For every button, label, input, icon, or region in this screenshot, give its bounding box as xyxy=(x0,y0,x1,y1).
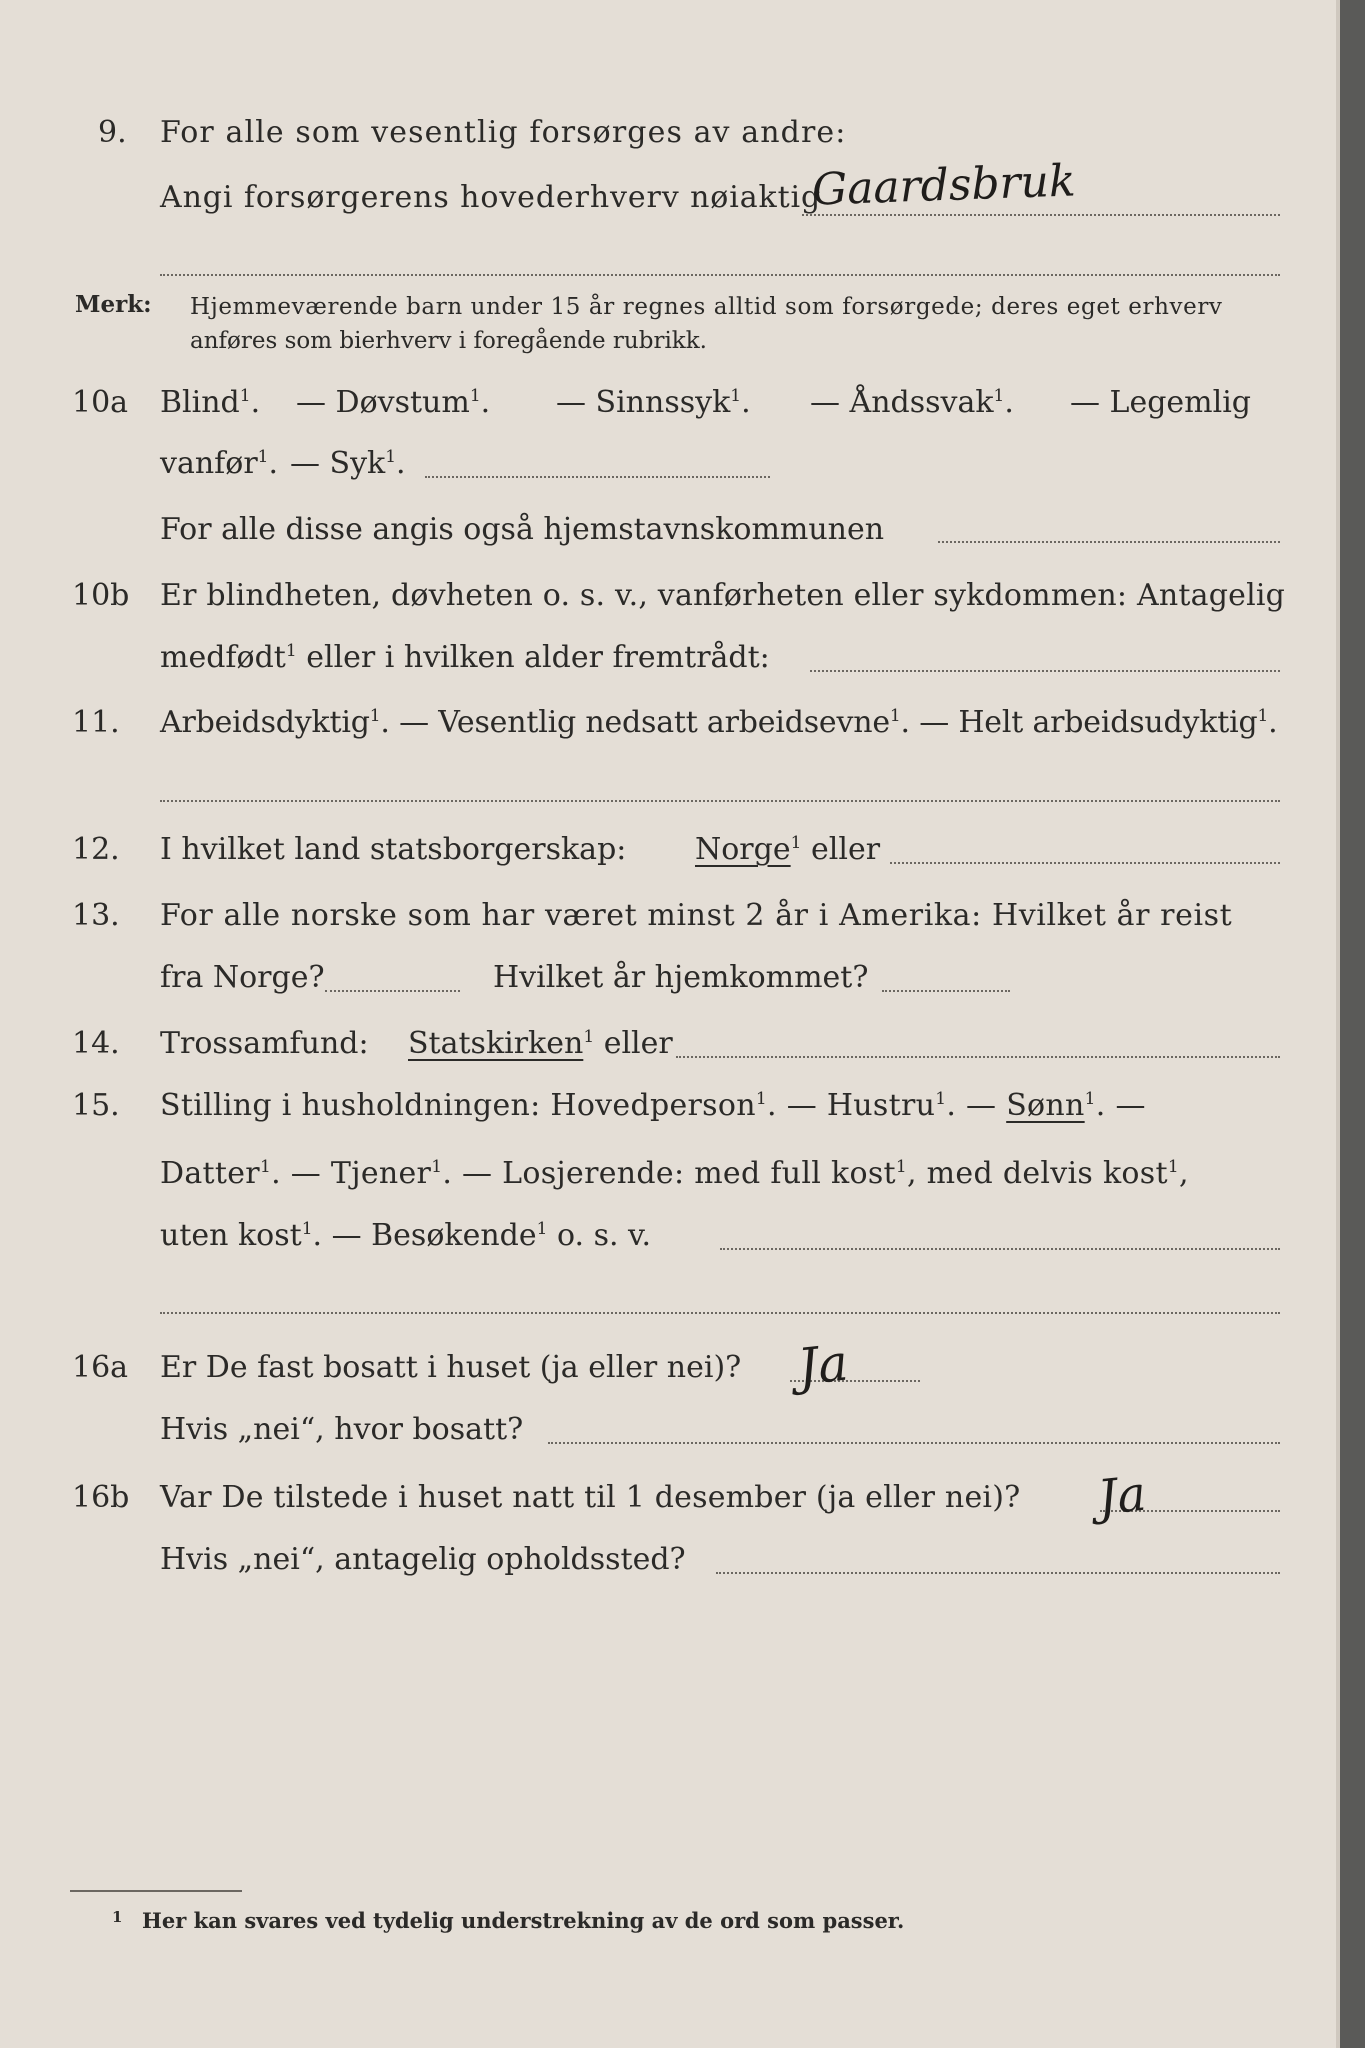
q13-hjemkommet-line xyxy=(882,990,1010,992)
q14-line xyxy=(676,1056,1280,1058)
q10a-andssvak: — Åndssvak$^1$. xyxy=(810,385,1014,420)
merk-line2: anføres som bierhverv i foregående rubrikk. xyxy=(190,328,707,354)
q11-text: Arbeidsdyktig$^1$. — Vesentlig nedsatt arbeidsevne$^1$. — Helt arbeidsudyktig$^1$. xyxy=(160,705,1278,740)
q16a-bosatt-line xyxy=(548,1442,1280,1444)
q10a-number: 10a xyxy=(72,385,129,420)
q16a-number: 16a xyxy=(72,1350,129,1385)
q9-line1: For alle som vesentlig forsørges av andre: xyxy=(160,115,847,150)
q14-text: Trossamfund: xyxy=(160,1026,369,1061)
q13-reist-line xyxy=(325,990,460,992)
q16b-opholdssted-line xyxy=(716,1572,1280,1574)
q10a-blind: Blind$^1$. xyxy=(160,385,261,420)
q12-line xyxy=(890,862,1280,864)
q16b-number: 16b xyxy=(72,1480,130,1515)
q15-number: 15. xyxy=(72,1088,120,1123)
q16a-line2: Hvis „nei“, hvor bosatt? xyxy=(160,1412,524,1447)
q13-number: 13. xyxy=(72,898,120,933)
q15-line xyxy=(720,1248,1280,1250)
q10b-line2: medfødt$^1$ eller i hvilken alder fremtrådt: xyxy=(160,640,770,675)
q9-handwritten-answer[interactable]: Gaardsbruk xyxy=(811,155,1077,216)
merk-label: Merk: xyxy=(75,291,152,318)
q13-fra-norge: fra Norge? xyxy=(160,960,325,995)
q9-line2: Angi forsørgerens hovederhverv nøiaktig xyxy=(160,180,822,215)
q15-line2: Datter$^1$. — Tjener$^1$. — Losjerende: med full kost$^1$, med delvis kost$^1$, xyxy=(160,1156,1189,1191)
page-edge xyxy=(1336,0,1340,2048)
q10a-dovstum: — Døvstum$^1$. xyxy=(296,385,491,420)
q14-statskirken[interactable]: Statskirken$^1$ eller xyxy=(408,1026,673,1061)
q12-number: 12. xyxy=(72,832,120,867)
q10a-syk: — Syk$^1$. xyxy=(290,446,406,481)
q12-text: I hvilket land statsborgerskap: xyxy=(160,832,627,867)
q10a-legemlig: — Legemlig xyxy=(1070,385,1252,420)
q11-blank-line xyxy=(160,800,1280,802)
q10a-kommune-line xyxy=(938,541,1280,543)
q15-line1: Stilling i husholdningen: Hovedperson$^1$. — Hustru$^1$. — Sønn$^1$. — xyxy=(160,1088,1146,1123)
q10a-syk-line xyxy=(425,476,770,478)
q14-number: 14. xyxy=(72,1026,120,1061)
q15-blank-line xyxy=(160,1312,1280,1314)
q16b-handwritten-answer[interactable]: Ja xyxy=(1095,1465,1149,1527)
q9-number: 9. xyxy=(98,115,127,150)
merk-line1: Hjemmeværende barn under 15 år regnes alltid som forsørgede; deres eget erhverv xyxy=(190,294,1223,320)
q10a-sinnssyk: — Sinnssyk$^1$. xyxy=(556,385,751,420)
q11-number: 11. xyxy=(72,705,120,740)
footnote-rule xyxy=(70,1890,242,1892)
q9-answer-line xyxy=(802,214,1280,216)
q13-line1: For alle norske som har været minst 2 år i Amerika: Hvilket år reist xyxy=(160,898,1233,933)
q16b-line1: Var De tilstede i huset natt til 1 desember (ja eller nei)? xyxy=(160,1480,1021,1515)
footnote-mark: 1 xyxy=(112,1908,123,1926)
q10a-line3: For alle disse angis også hjemstavnskommunen xyxy=(160,512,885,547)
q16a-handwritten-answer[interactable]: Ja xyxy=(795,1333,851,1397)
q16b-line2: Hvis „nei“, antagelig opholdssted? xyxy=(160,1542,686,1577)
q12-norge[interactable]: Norge$^1$ eller xyxy=(695,832,881,867)
q10b-line1: Er blindheten, døvheten o. s. v., vanførheten eller sykdommen: Antagelig xyxy=(160,578,1286,613)
footnote-text: Her kan svares ved tydelig understrekning av de ord som passer. xyxy=(142,1908,905,1933)
q16a-line1: Er De fast bosatt i huset (ja eller nei)? xyxy=(160,1350,742,1385)
q9-blank-line xyxy=(160,274,1280,276)
q13-hjemkommet: Hvilket år hjemkommet? xyxy=(493,960,869,995)
q15-line3: uten kost$^1$. — Besøkende$^1$ o. s. v. xyxy=(160,1218,651,1253)
q10a-vanfor: vanfør$^1$. xyxy=(160,446,279,481)
q10b-number: 10b xyxy=(72,578,130,613)
q10b-line xyxy=(810,670,1280,672)
